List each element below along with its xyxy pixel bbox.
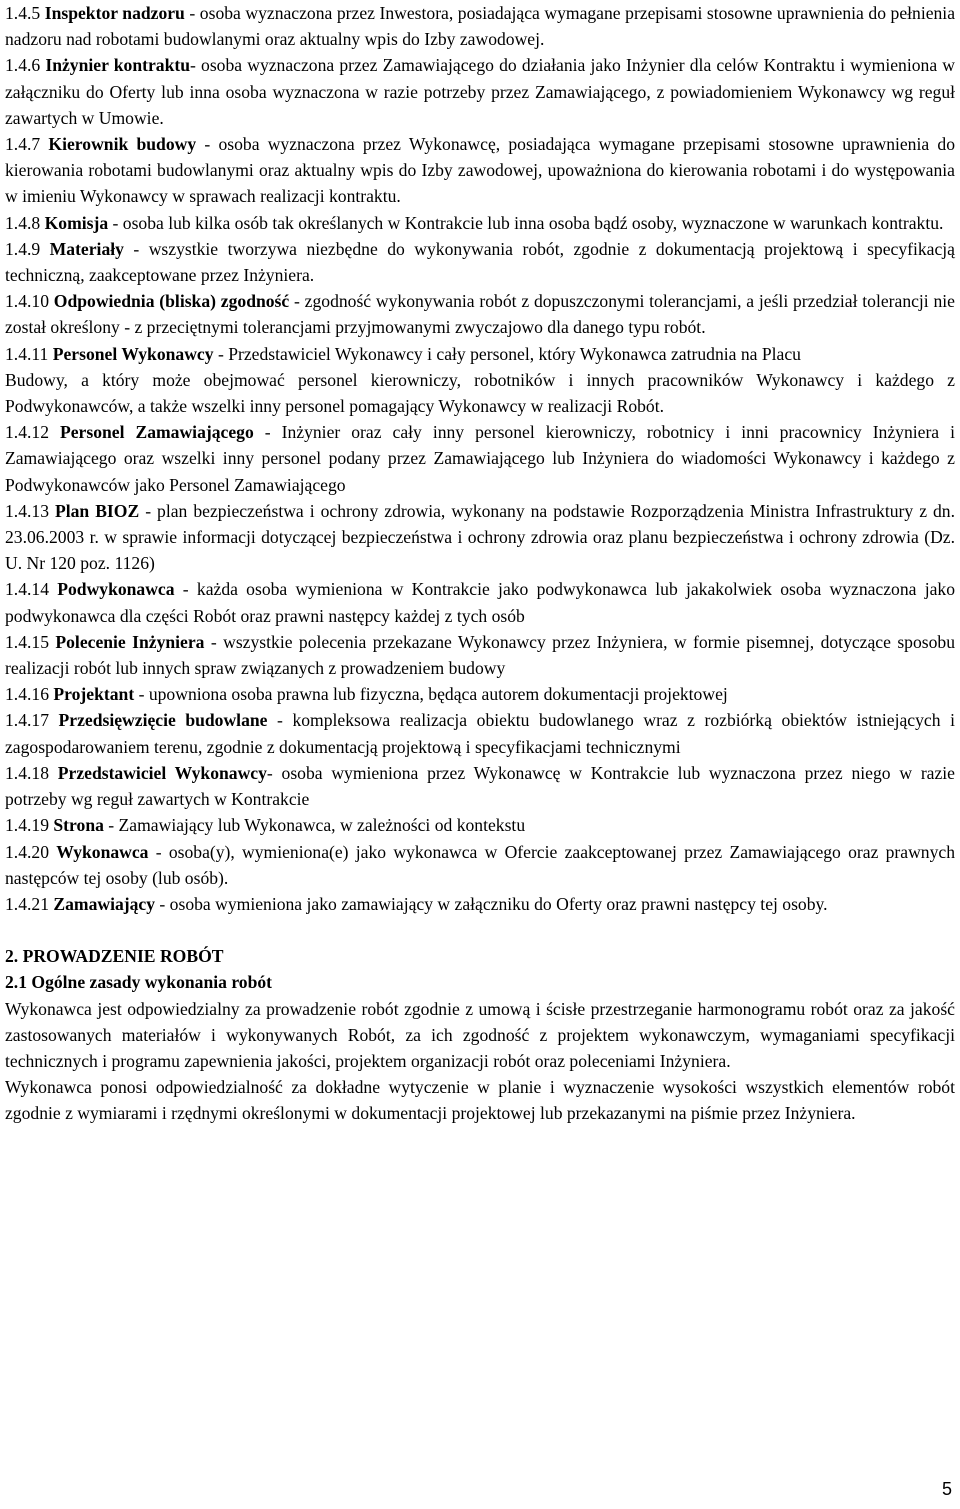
definition-term: Podwykonawca [57,579,175,600]
definition-number: 1.4.5 [5,3,41,23]
definition-1-4-6 [5,52,955,131]
definition-term: Materiały [49,238,124,259]
definition-term: Inspektor nadzoru [44,3,185,23]
definition-number: 1.4.21 [5,893,49,914]
definition-number: 1.4.7 [5,134,41,155]
definition-1-4-5 [5,0,955,52]
definition-1-4-11-continuation [5,367,955,419]
definition-1-4-19 [5,812,955,838]
definition-1-4-15 [5,629,955,681]
definition-term: Strona [53,815,104,836]
definition-text: - Zamawiający lub Wykonawca, w zależności od kontekstu [103,815,526,836]
definition-term: Personel Zamawiającego [60,422,254,443]
definition-text: - wszystkie polecenia przekazane Wykonawcy przez Inżyniera, w formie pisemnej, dotyczące sposobu realizacji robót lub innych spraw związanych z prowadzeniem budowy [5,631,955,679]
definition-text: - osoba wyznaczona przez Zamawiającego do działania jako Inżynier dla celów Kontraktu i wymieniona w załączniku do Oferty lub inna osoba wyznaczona w razie potrzeby przez Zamawiającego, z powiadomieniem Wykonawcy wg reguł zawartych w Umowie. [5,55,955,128]
document-page [5,0,955,1127]
definition-number: 1.4.19 [5,815,49,836]
section-prowadzenie-robot [5,943,955,1126]
definition-text: - zgodność wykonywania robót z dopuszczonymi tolerancjami, a jeśli przedział tolerancji nie został określony - z przeciętnymi tolerancjami przyjmowanymi zwyczajowo dla danego typu robót. [5,291,955,338]
definition-number: 1.4.18 [5,762,49,783]
definition-term: Komisja [44,212,109,233]
definition-term: Projektant [53,684,135,705]
definition-1-4-20 [5,839,955,891]
definition-term: Przedsięwzięcie budowlane [58,710,268,731]
definition-number: 1.4.17 [5,710,49,731]
definition-number: 1.4.13 [5,500,49,521]
definition-text: - Przedstawiciel Wykonawcy i cały personel, który Wykonawca zatrudnia na Placu [213,343,801,364]
definitions-list [5,0,955,917]
definition-number: 1.4.15 [5,631,49,652]
definition-text: - osoba lub kilka osób tak określanych w Kontrakcie lub inna osoba bądź osoby, wyznaczone w warunkach kontraktu. [108,212,944,233]
definition-1-4-14 [5,576,955,628]
definition-1-4-10 [5,288,955,340]
definition-text: - upowniona osoba prawna lub fizyczna, będąca autorem dokumentacji projektowej [134,684,728,705]
definition-1-4-8 [5,210,955,236]
definition-text: Budowy, a który może obejmować personel kierowniczy, robotników i innych pracowników Wykonawcy i każdego z Podwykonawców, a także wszelki inny personel pomagający Wykonawcy w realizacji Robót. [5,369,955,417]
definition-1-4-21 [5,891,955,917]
definition-1-4-18 [5,760,955,812]
definition-term: Zamawiający [53,893,156,914]
section-subtitle: 2.1 Ogólne zasady wykonania robót [5,972,273,993]
definition-text: - osoba wyznaczona przez Wykonawcę, posiadająca wymagane przepisami stosowne uprawnienia do kierowania robotami budowlanymi oraz aktualny wpis do Izby zawodowej, upoważniona do kierowania robotami i do występowania w imieniu Wykonawcy w sprawach realizacji kontraktu. [5,134,955,207]
definition-number: 1.4.8 [5,212,41,233]
definition-text: - wszystkie tworzywa niezbędne do wykonywania robót, zgodnie z dokumentacją projektową i specyfikacją techniczną, zaakceptowane przez Inżyniera. [5,238,955,286]
page-number: 5 [941,1479,952,1499]
definition-term: Wykonawca [56,841,149,862]
definition-1-4-11 [5,341,955,367]
definition-text: - kompleksowa realizacja obiektu budowlanego wraz z rozbiórką obiektów istniejących i zagospodarowaniem terenu, zgodnie z dokumentacją projektową i specyfikacjami technicznymi [5,710,955,757]
section-spacer [5,917,955,943]
definition-text: - plan bezpieczeństwa i ochrony zdrowia, wykonany na podstawie Rozporządzenia Ministra Infrastruktury z dn. 23.06.2003 r. w sprawie informacji dotyczącej bezpieczeństwa i ochrony zdrowia oraz planu bezpieczeństwa i ochrony zdrowia (Dz. U. Nr 120 poz. 1126) [5,500,955,574]
definition-1-4-16 [5,681,955,707]
definition-text: - osoba wyznaczona przez Inwestora, posiadająca wymagane przepisami stosowne uprawnienia do pełnienia nadzoru nad robotami budowlanymi oraz aktualny wpis do Izby zawodowej. [5,3,956,50]
definition-term: Inżynier kontraktu [45,55,190,76]
definition-1-4-7 [5,131,955,210]
definition-number: 1.4.14 [5,579,49,600]
definition-term: Odpowiednia (bliska) zgodność [53,291,290,312]
definition-1-4-13 [5,498,955,577]
definition-number: 1.4.10 [5,291,49,312]
definition-number: 1.4.16 [5,684,49,705]
definition-text: - osoba wymieniona przez Wykonawcę w Kontrakcie lub wyznaczona przez niego w razie potrzeby wg reguł zawartych w Kontrakcie [5,762,955,810]
definition-number: 1.4.9 [5,238,41,259]
definition-number: 1.4.6 [5,55,41,76]
definition-term: Przedstawiciel Wykonawcy [57,762,267,783]
definition-number: 1.4.20 [5,841,49,862]
definition-term: Kierownik budowy [48,134,197,155]
definition-text: - osoba(y), wymieniona(e) jako wykonawca w Ofercie zaakceptowanej przez Zamawiającego oraz prawnych następców tej osoby (lub osób). [5,841,956,888]
section-paragraph: Wykonawca ponosi odpowiedzialność za dokładne wytyczenie w planie i wyznaczenie wysokości wszystkich elementów robót zgodnie z wymiarami i rzędnymi określonymi w dokumentacji projektowej lub przekazanymi na piśmie przez Inżyniera. [5,1077,955,1124]
section-paragraph: Wykonawca jest odpowiedzialny za prowadzenie robót zgodnie z umową i ścisłe przestrzeganie harmonogramu robót oraz za jakość zastosowanych materiałów i wykonywanych Robót, za ich zgodność z projektem wykonawczym, wymaganiami specyfikacji technicznych i programu zapewnienia jakości, projektem organizacji robót oraz poleceniami Inżyniera. [5,998,955,1071]
definition-number: 1.4.12 [5,422,49,443]
definition-1-4-12 [5,419,955,498]
definition-text: - osoba wymieniona jako zamawiający w załączniku do Oferty oraz prawni następcy tej osoby. [155,893,828,914]
definition-text: - każda osoba wymieniona w Kontrakcie jako podwykonawca lub jakakolwiek osoba wyznaczona jako podwykonawca dla części Robót oraz prawni następcy każdej z tych osób [5,579,955,626]
definition-1-4-17 [5,707,955,759]
definition-term: Personel Wykonawcy [52,343,214,364]
definition-text: - Inżynier oraz cały inny personel kierowniczy, robotnicy i inni pracownicy Inżyniera i Zamawiającego oraz wszelki inny personel podany przez Zamawiającego lub Inżyniera do wiadomości Wykonawcy i każdego z Podwykonawców jako Personel Zamawiającego [5,422,956,495]
section-title: 2. PROWADZENIE ROBÓT [5,946,224,967]
definition-1-4-9 [5,236,955,288]
definition-term: Plan BIOZ [54,500,140,521]
definition-number: 1.4.11 [5,343,49,364]
definition-term: Polecenie Inżyniera [55,631,205,652]
